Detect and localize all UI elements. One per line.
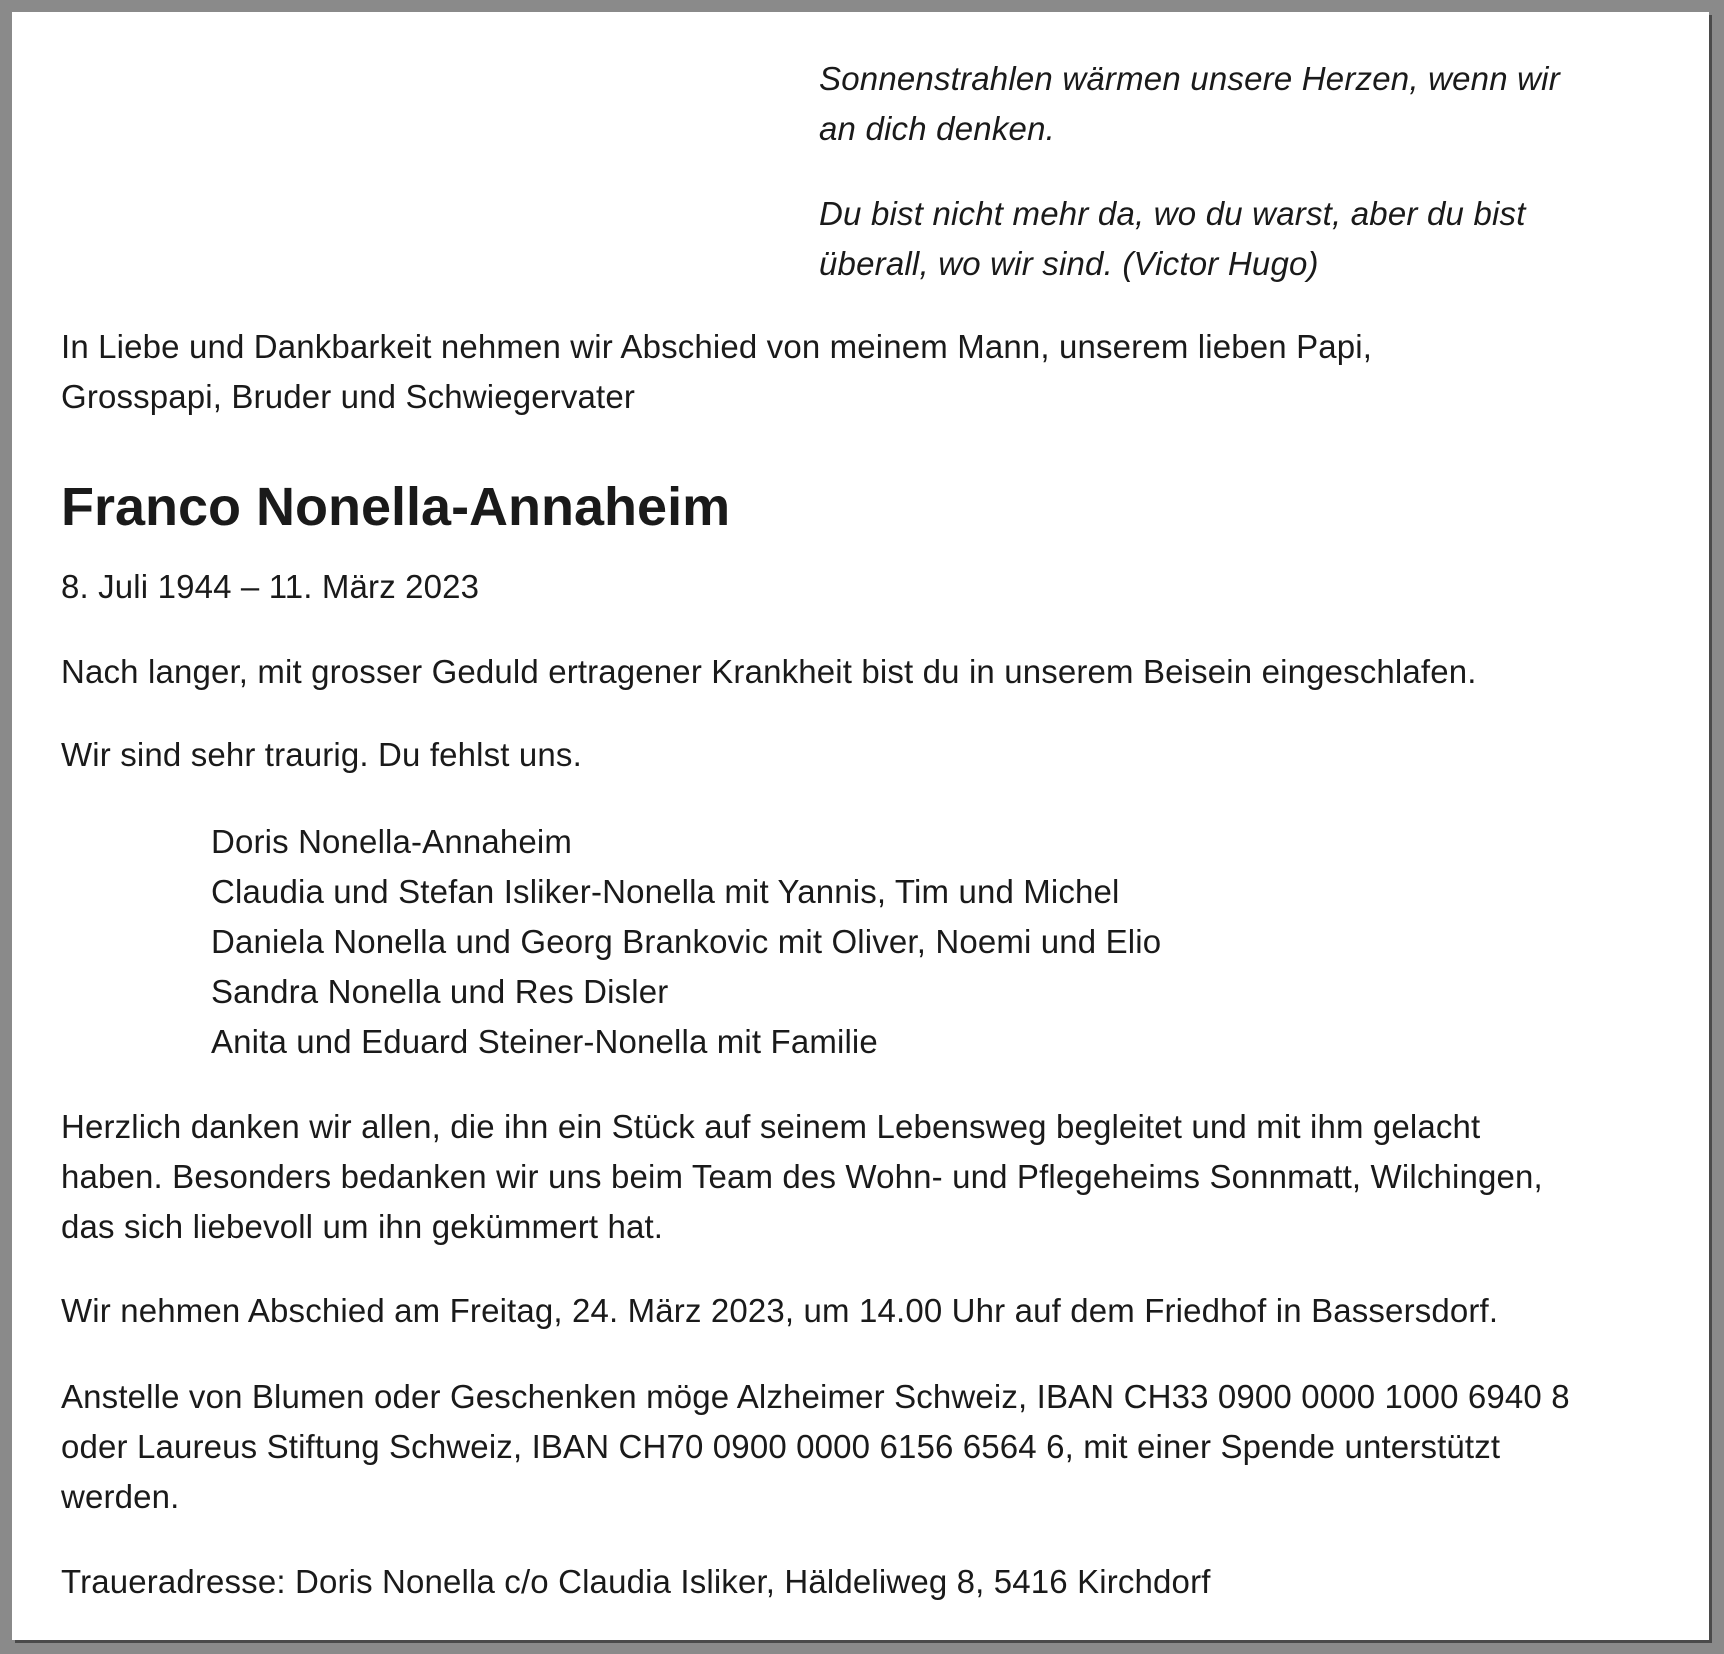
- deceased-name: Franco Nonella-Annaheim: [61, 477, 731, 537]
- obituary-notice: [12, 12, 1709, 1640]
- mourner-entry: Doris Nonella-Annaheim: [211, 823, 572, 860]
- mourner-entry: Claudia und Stefan Isliker-Nonella mit Yannis, Tim und Michel: [211, 873, 1120, 910]
- mourner-entry: Anita und Eduard Steiner-Nonella mit Familie: [211, 1023, 878, 1060]
- motto-1-line-1: Sonnenstrahlen wärmen unsere Herzen, wenn wir: [819, 60, 1560, 97]
- intro-line-1: In Liebe und Dankbarkeit nehmen wir Abschied von meinem Mann, unserem lieben Papi,: [61, 328, 1373, 365]
- thanks-line-3: das sich liebevoll um ihn gekümmert hat.: [61, 1208, 664, 1245]
- farewell-info: Wir nehmen Abschied am Freitag, 24. März 2023, um 14.00 Uhr auf dem Friedhof in Bassersdorf.: [61, 1292, 1499, 1329]
- donations-line-1: Anstelle von Blumen oder Geschenken möge Alzheimer Schweiz, IBAN CH33 0900 0000 1000 6940 8: [61, 1378, 1570, 1415]
- passing-text: Nach langer, mit grosser Geduld ertragener Krankheit bist du in unserem Beisein eingeschlafen.: [61, 653, 1477, 690]
- donations-line-2: oder Laureus Stiftung Schweiz, IBAN CH70 0900 0000 6156 6564 6, mit einer Spende unterstützt: [61, 1428, 1501, 1465]
- thanks-line-1: Herzlich danken wir allen, die ihn ein Stück auf seinem Lebensweg begleitet und mit ihm gelacht: [61, 1108, 1481, 1145]
- thanks-line-2: haben. Besonders bedanken wir uns beim Team des Wohn- und Pflegeheims Sonnmatt, Wilchingen,: [61, 1158, 1543, 1195]
- mourning-address: Traueradresse: Doris Nonella c/o Claudia Isliker, Häldeliweg 8, 5416 Kirchdorf: [61, 1563, 1211, 1600]
- grief-text: Wir sind sehr traurig. Du fehlst uns.: [61, 736, 582, 773]
- mourner-entry: Sandra Nonella und Res Disler: [211, 973, 669, 1010]
- motto-2-line-1: Du bist nicht mehr da, wo du warst, aber du bist: [819, 195, 1526, 232]
- motto-2-line-2: überall, wo wir sind. (Victor Hugo): [819, 245, 1319, 282]
- mourner-entry: Daniela Nonella und Georg Brankovic mit Oliver, Noemi und Elio: [211, 923, 1162, 960]
- motto-1-line-2: an dich denken.: [819, 110, 1056, 147]
- life-dates: 8. Juli 1944 – 11. März 2023: [61, 568, 480, 605]
- donations-line-3: werden.: [61, 1478, 180, 1515]
- intro-line-2: Grosspapi, Bruder und Schwiegervater: [61, 378, 636, 415]
